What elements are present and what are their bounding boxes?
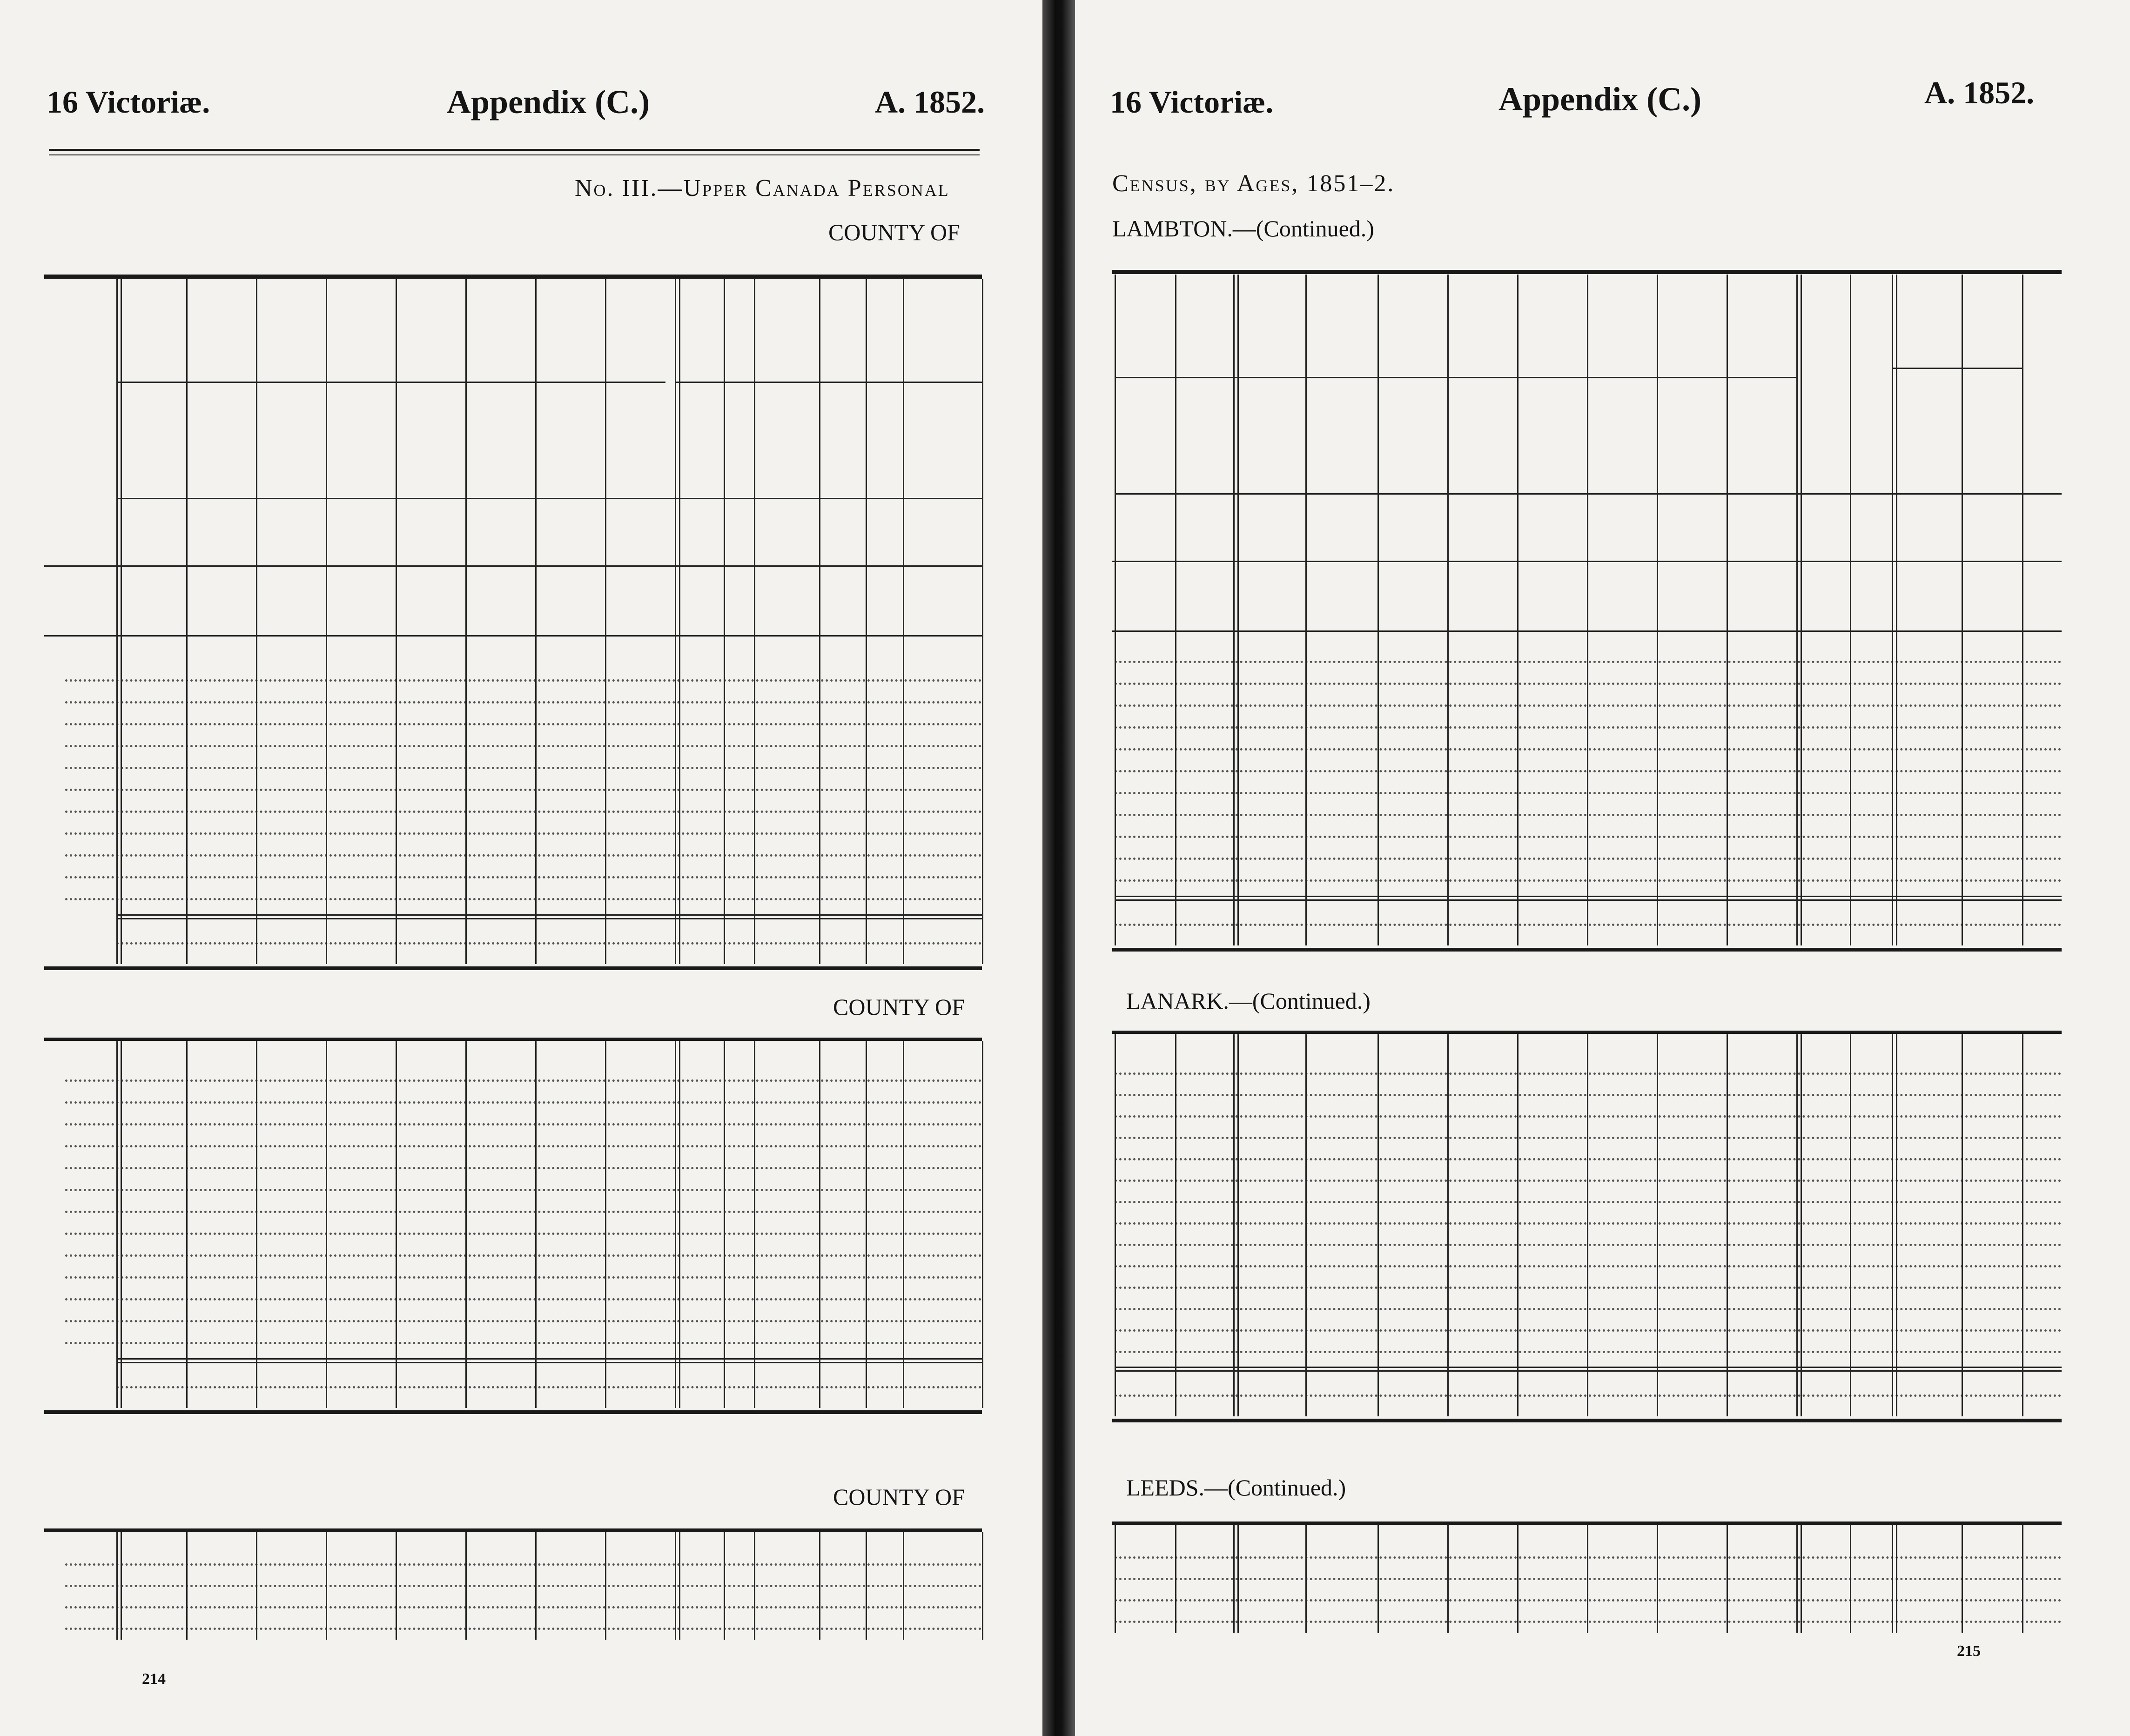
- column-rule: [903, 1532, 904, 1640]
- county-heading-2: COUNTY OF: [833, 994, 965, 1020]
- column-rule: [1237, 1034, 1239, 1416]
- column-rule: [121, 1041, 122, 1408]
- dot-leader: [65, 1123, 982, 1126]
- year-heading: A. 1852.: [875, 84, 985, 120]
- column-rule: [1892, 275, 1893, 945]
- column-rule: [1796, 275, 1798, 945]
- column-rule: [256, 279, 257, 964]
- total-rule: [116, 914, 982, 916]
- column-rule: [1587, 275, 1588, 945]
- column-rule: [1801, 275, 1802, 945]
- dot-leader: [65, 811, 982, 813]
- column-rule: [675, 1532, 676, 1640]
- column-rule: [256, 1041, 257, 1408]
- column-rule: [1233, 1525, 1235, 1633]
- column-rule: [754, 1532, 755, 1640]
- column-rule: [1237, 275, 1239, 945]
- total-rule: [116, 1358, 982, 1360]
- total-rule: [116, 1362, 982, 1363]
- column-rule: [1962, 1034, 1963, 1416]
- header-line: [1115, 377, 1796, 378]
- column-rule: [1801, 1034, 1802, 1416]
- county-heading-2: LANARK.—(Continued.): [1126, 988, 1371, 1014]
- column-rule: [819, 1041, 820, 1408]
- column-rule: [1657, 275, 1658, 945]
- column-rule: [1447, 1525, 1449, 1633]
- header-line: [1892, 368, 2022, 369]
- column-rule: [326, 279, 327, 964]
- column-rule: [1962, 275, 1963, 945]
- column-rule: [1517, 1525, 1519, 1633]
- dot-leader: [65, 1167, 982, 1169]
- dot-leader: [65, 1189, 982, 1191]
- table-title: No. III.—Upper Canada Personal: [575, 175, 950, 201]
- page-number: 215: [1957, 1642, 1981, 1660]
- column-rule: [605, 1041, 606, 1408]
- dot-leader: [116, 1386, 982, 1388]
- section-top-rule: [44, 1528, 982, 1532]
- column-rule: [186, 279, 188, 964]
- dot-leader: [65, 1079, 982, 1082]
- dot-leader: [65, 876, 982, 878]
- column-rule: [535, 279, 537, 964]
- dot-leader: [65, 1145, 982, 1147]
- column-rule: [1896, 1525, 1897, 1633]
- column-rule: [1727, 275, 1728, 945]
- header-line: [44, 565, 982, 567]
- column-rule: [1115, 1525, 1116, 1633]
- page-number: 214: [142, 1670, 166, 1688]
- column-rule: [1896, 1034, 1897, 1416]
- column-rule: [1447, 275, 1449, 945]
- dot-leader: [65, 1563, 982, 1566]
- column-rule: [1517, 275, 1519, 945]
- column-rule: [866, 279, 867, 964]
- column-rule: [121, 1532, 122, 1640]
- column-rule: [679, 1532, 680, 1640]
- column-rule: [1892, 1525, 1893, 1633]
- column-rule: [116, 279, 118, 964]
- column-rule: [535, 1041, 537, 1408]
- column-rule: [819, 1532, 820, 1640]
- column-rule: [605, 279, 606, 964]
- left-page: [0, 0, 1042, 1736]
- column-rule: [2022, 1034, 2023, 1416]
- column-rule: [1587, 1034, 1588, 1416]
- column-rule: [1892, 1034, 1893, 1416]
- column-rule: [605, 1532, 606, 1640]
- dot-leader: [65, 1211, 982, 1213]
- column-rule: [1796, 1034, 1798, 1416]
- column-rule: [754, 1041, 755, 1408]
- column-rule: [465, 279, 467, 964]
- column-rule: [186, 1041, 188, 1408]
- column-rule: [1962, 1525, 1963, 1633]
- column-rule: [1115, 1034, 1116, 1416]
- book-gutter: [1042, 0, 1075, 1736]
- column-rule: [326, 1041, 327, 1408]
- total-rule: [116, 918, 982, 919]
- column-rule: [1175, 275, 1176, 945]
- column-rule: [675, 279, 676, 964]
- dot-leader: [65, 723, 982, 725]
- dot-leader: [65, 1342, 982, 1344]
- county-heading-3: LEEDS.—(Continued.): [1126, 1475, 1346, 1501]
- dot-leader: [65, 745, 982, 747]
- column-rule: [679, 1041, 680, 1408]
- column-rule: [1447, 1034, 1449, 1416]
- dot-leader: [65, 1101, 982, 1104]
- section-top-rule: [1112, 1031, 2062, 1034]
- dot-leader: [65, 1233, 982, 1235]
- column-rule: [326, 1532, 327, 1640]
- column-rule: [396, 279, 397, 964]
- column-rule: [1850, 1525, 1851, 1633]
- county-heading: COUNTY OF: [828, 219, 960, 245]
- section-top-rule: [1112, 1522, 2062, 1525]
- section-rule: [44, 966, 982, 970]
- column-rule: [982, 1532, 983, 1640]
- table-title: Census, by Ages, 1851–2.: [1112, 170, 1395, 197]
- dot-leader: [65, 701, 982, 704]
- column-rule: [724, 1041, 725, 1408]
- dot-leader: [65, 1606, 982, 1609]
- session-heading: 16 Victoriæ.: [47, 84, 210, 120]
- dot-leader: [65, 767, 982, 769]
- column-rule: [754, 279, 755, 964]
- column-rule: [903, 279, 904, 964]
- column-rule: [1727, 1034, 1728, 1416]
- column-rule: [982, 1041, 983, 1408]
- header-line: [116, 382, 665, 383]
- dot-leader: [65, 854, 982, 857]
- column-rule: [256, 1532, 257, 1640]
- column-rule: [535, 1532, 537, 1640]
- dot-leader: [65, 1628, 982, 1630]
- column-rule: [1305, 275, 1307, 945]
- header-line: [116, 498, 982, 499]
- column-rule: [866, 1532, 867, 1640]
- column-rule: [1657, 1034, 1658, 1416]
- column-rule: [866, 1041, 867, 1408]
- column-rule: [1517, 1034, 1519, 1416]
- column-rule: [679, 279, 680, 964]
- dot-leader: [65, 1320, 982, 1322]
- header-line: [44, 635, 982, 637]
- column-rule: [396, 1041, 397, 1408]
- column-rule: [1175, 1525, 1176, 1633]
- column-rule: [121, 279, 122, 964]
- column-rule: [1305, 1525, 1307, 1633]
- column-rule: [116, 1041, 118, 1408]
- column-rule: [1237, 1525, 1239, 1633]
- dot-leader: [65, 1585, 982, 1587]
- column-rule: [1233, 1034, 1235, 1416]
- column-rule: [116, 1532, 118, 1640]
- column-rule: [1850, 1034, 1851, 1416]
- dot-leader: [65, 789, 982, 791]
- column-rule: [1896, 275, 1897, 945]
- section-rule: [1112, 1419, 2062, 1422]
- column-rule: [2022, 1525, 2023, 1633]
- session-heading: 16 Victoriæ.: [1110, 84, 1274, 120]
- section-rule: [44, 1410, 982, 1414]
- appendix-heading: Appendix (C.): [1498, 80, 1702, 118]
- dot-leader: [65, 898, 982, 900]
- table-top-rule: [1112, 270, 2062, 274]
- year-heading: A. 1852.: [1924, 75, 2035, 110]
- section-rule: [1112, 948, 2062, 952]
- column-rule: [982, 279, 983, 964]
- column-rule: [1377, 1525, 1379, 1633]
- table-top-rule: [44, 275, 982, 279]
- column-rule: [1657, 1525, 1658, 1633]
- dot-leader: [65, 832, 982, 835]
- column-rule: [724, 1532, 725, 1640]
- column-rule: [1377, 1034, 1379, 1416]
- column-rule: [465, 1041, 467, 1408]
- column-rule: [1233, 275, 1235, 945]
- right-page: [1075, 0, 2130, 1736]
- dot-leader: [116, 942, 982, 945]
- column-rule: [675, 1041, 676, 1408]
- column-rule: [724, 279, 725, 964]
- column-rule: [1587, 1525, 1588, 1633]
- dot-leader: [65, 679, 982, 682]
- header-rule-thin: [49, 154, 980, 155]
- column-rule: [819, 279, 820, 964]
- column-rule: [1175, 1034, 1176, 1416]
- column-rule: [1796, 1525, 1798, 1633]
- dot-leader: [65, 1298, 982, 1300]
- column-rule: [1305, 1034, 1307, 1416]
- header-rule: [49, 149, 980, 151]
- column-rule: [1850, 275, 1851, 945]
- county-heading: LAMBTON.—(Continued.): [1112, 215, 1374, 241]
- county-heading-3: COUNTY OF: [833, 1484, 965, 1510]
- column-rule: [465, 1532, 467, 1640]
- column-rule: [2022, 275, 2023, 945]
- column-rule: [1801, 1525, 1802, 1633]
- column-rule: [396, 1532, 397, 1640]
- column-rule: [903, 1041, 904, 1408]
- appendix-heading: Appendix (C.): [447, 83, 650, 121]
- column-rule: [186, 1532, 188, 1640]
- column-rule: [1377, 275, 1379, 945]
- dot-leader: [65, 1254, 982, 1257]
- column-rule: [1115, 275, 1116, 945]
- column-rule: [1727, 1525, 1728, 1633]
- dot-leader: [65, 1276, 982, 1279]
- section-top-rule: [44, 1038, 982, 1041]
- header-line: [675, 382, 982, 383]
